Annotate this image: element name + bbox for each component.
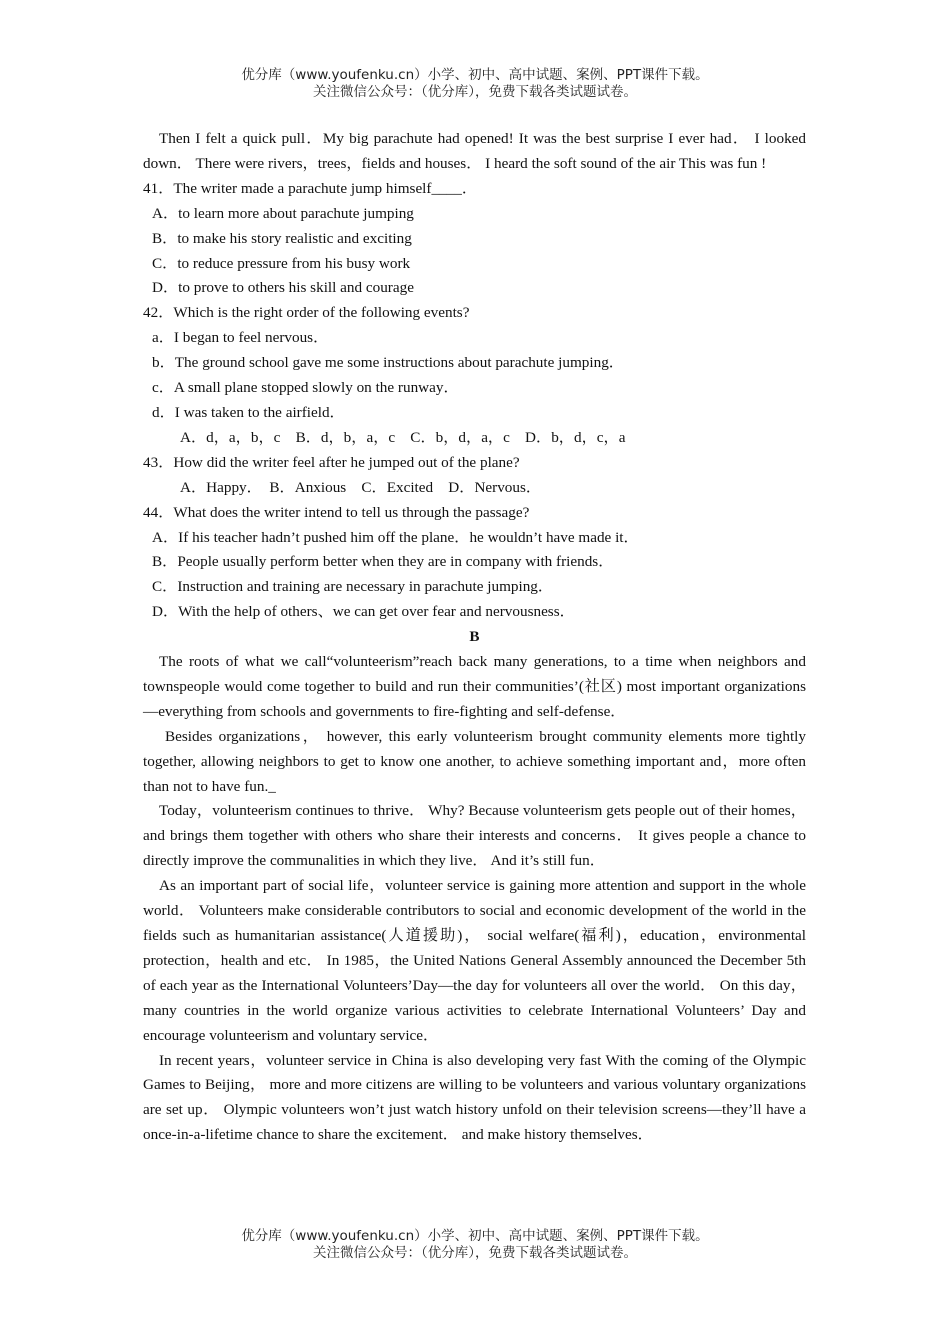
header-line-2: 关注微信公众号：（优分库），免费下载各类试题试卷。 — [313, 84, 637, 100]
option-d: D．With the help of others、we can get over fear and nervousness． — [152, 603, 575, 621]
event-d: d．I was taken to the airfield． — [152, 403, 345, 421]
question-stem: 41．The writer made a parachute jump himself____． — [143, 179, 478, 197]
page-header — [0, 67, 950, 101]
option-a: A．If his teacher hadn’t pushed him off the plane．he wouldn’t have made it． — [152, 528, 639, 546]
passage-b-paragraph: Besides organizations， however, this early volunteerism brought community elements more tightly together, allowing neighbors to get to know one another, to achieve something important and，more often than not to have fun._ — [143, 727, 806, 795]
answer-choices: A．d，a，b，c B．d，b，a，c C．b，d，a，c D．b，d，c，a — [180, 428, 626, 446]
passage-b-paragraph: As an important part of social life，volunteer service is gaining more attention and support in the whole world． Volunteers make considerable contributors to social and economic development of the world in the fields such as humanitarian assistance(人道援助)， social welfare(福利)，education，environmental protection，health and etc． In 1985，the United Nations General Assembly announced the December 5th of each year as the International Volunteers’Day—the day for volunteers all over the world． On this day，many countries in the world organize various activities to celebrate International Volunteers’ Day and encourage volunteerism and voluntary service． — [143, 877, 806, 1044]
page-footer — [0, 1228, 950, 1262]
page-body — [143, 127, 806, 1148]
question-41 — [143, 177, 806, 302]
event-b: b．The ground school gave me some instructions about parachute jumping． — [152, 354, 624, 372]
option-c: C．Instruction and training are necessary in parachute jumping． — [152, 578, 554, 596]
option-d: D．to prove to others his skill and courage — [152, 279, 414, 297]
passage-a-ending: Then I felt a quick pull．My big parachute had opened! It was the best surprise I ever had． I looked down． There were rivers，trees，fields and houses． I heard the soft sound of the air This was fun ! — [143, 130, 806, 172]
question-44 — [143, 501, 806, 626]
footer-line-1: 优分库（www.youfenku.cn）小学、初中、高中试题、案例、PPT课件下载。 — [241, 1228, 709, 1244]
option-b: B．People usually perform better when they are in company with friends． — [152, 553, 614, 571]
question-42 — [143, 301, 806, 450]
header-line-1: 优分库（www.youfenku.cn）小学、初中、高中试题、案例、PPT课件下载。 — [241, 67, 709, 83]
option-c: C．to reduce pressure from his busy work — [152, 254, 411, 272]
question-stem: 42．Which is the right order of the following events? — [143, 304, 470, 322]
option-b: B．to make his story realistic and exciting — [152, 229, 412, 247]
question-43 — [143, 451, 806, 501]
question-stem: 44．What does the writer intend to tell us through the passage? — [143, 503, 530, 521]
footer-line-2: 关注微信公众号：（优分库），免费下载各类试题试卷。 — [313, 1245, 637, 1261]
passage-b-paragraph: The roots of what we call“volunteerism”reach back many generations, to a time when neighbors and townspeople would come together to build and run their communities’(社区) most important organizations—everything from schools and governments to fire-fighting and self-defense． — [143, 653, 806, 720]
answer-choices: A．Happy． B．Anxious C．Excited D．Nervous． — [180, 478, 542, 496]
option-a: A．to learn more about parachute jumping — [152, 204, 414, 222]
event-c: c．A small plane stopped slowly on the runway． — [152, 379, 459, 397]
question-stem: 43．How did the writer feel after he jumped out of the plane? — [143, 453, 520, 471]
passage-b-paragraph: In recent years，volunteer service in China is also developing very fast With the coming of the Olympic Games to Beijing， more and more citizens are willing to be volunteers and various voluntary organizations are set up． Olympic volunteers won’t just watch history unfold on their television screens—they’ll have a once-in-a-lifetime chance to share the excitement． and make history themselves． — [143, 1051, 806, 1144]
passage-b-paragraph: Today，volunteerism continues to thrive． Why? Because volunteerism gets people out of their homes， and brings them together with others who share their interests and concerns． It gives people a chance to directly improve the communalities in which they live． And it’s still fun． — [143, 802, 806, 870]
section-b-title: B — [469, 628, 480, 646]
event-a: a．I began to feel nervous． — [152, 329, 329, 347]
